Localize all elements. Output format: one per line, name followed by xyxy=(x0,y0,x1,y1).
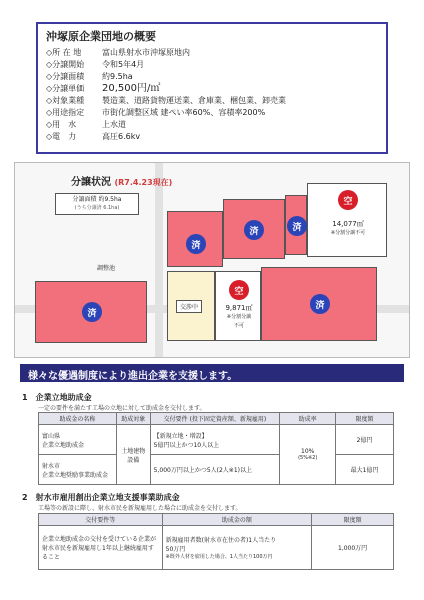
subsidy-rate: 10% (5%※2) xyxy=(280,425,336,485)
lot-area: 14,077㎡ xyxy=(332,220,364,228)
overview-row-area: ◇分譲面積 約9.5ha xyxy=(46,72,133,81)
table-row: 企業立地助成金の交付を受けている企業が射水市民を新規雇用し1年以上継続雇用すること 新規雇用者数(射水市在住の者)1人当たり 50万円 ※既外人材を雇用した場合、1人当たり100万円 1,000万円 xyxy=(39,526,394,570)
lot-sold xyxy=(35,281,147,343)
lot-sold xyxy=(167,211,223,267)
table-row: 射水市 企業立地奨励事業助成金 5,000万円以上かつ5人(2人※1)以上 最大1億円 xyxy=(39,455,394,485)
overview-row-start: ◇分譲開始 令和5年4月 xyxy=(46,60,145,69)
subsidy-target: 土地建物設備 xyxy=(116,425,150,485)
section1-subtitle: 一定の要件を満たす工場の立地に対して助成金を交付します。 xyxy=(38,405,206,412)
pond-label: 調整池 xyxy=(97,265,116,272)
road xyxy=(155,163,163,358)
sold-badge: 済 xyxy=(287,216,307,236)
table-row: 富山県 企業立地助成金 土地建物設備 【新規立地・増設】 5億円以上かつ10人以上 10% (5%※2) 2億円 xyxy=(39,425,394,455)
section1-title: 1 企業立地助成金 xyxy=(22,393,92,402)
sold-badge: 済 xyxy=(82,302,102,322)
lot-sold xyxy=(261,267,377,341)
sold-badge: 済 xyxy=(186,234,206,254)
overview-row-zoning: ◇用途指定 市街化調整区域 建ぺい率60%、容積率200% xyxy=(46,108,266,117)
overview-row-power: ◇電 力 高圧6.6kv xyxy=(46,132,141,141)
overview-row-industry: ◇対象業種 製造業、道路貨物運送業、倉庫業、梱包業、卸売業 xyxy=(46,96,286,105)
lot-note: ※分割分譲不可 xyxy=(330,230,366,236)
map-date: (R7.4.23現在) xyxy=(114,178,173,187)
available-badge: 空 xyxy=(229,280,249,300)
lot-available xyxy=(307,183,387,257)
lot-area: 9,871㎡ xyxy=(225,304,253,312)
subsidy-table-1: 助成金の名称 助成対象 交付要件 (投下固定資産額、新規雇用) 助成率 限度額 富山県 企業立地助成金 土地建物設備 【新規立地・増設】 5億円以上かつ10人以上 10% (5%※2) 2億円 射水市 企業立地奨励事業助成金 5,000万円以上かつ5人(2人※1)以上 最大1億円 xyxy=(38,412,394,485)
sold-badge: 済 xyxy=(310,294,330,314)
overview-row-water: ◇用 水 上水道 xyxy=(46,120,126,129)
lot-note: ※分割分譲 xyxy=(226,314,252,320)
support-banner: 様々な優遇制度により進出企業を支援します。 xyxy=(20,364,404,382)
map-title: 分譲状況 (R7.4.23現在) xyxy=(71,177,173,188)
overview-box xyxy=(36,22,388,154)
lot-sold xyxy=(285,195,307,255)
lot-sold xyxy=(223,199,285,259)
overview-row-price: ◇分譲単価 20,500円/㎡ xyxy=(46,83,161,94)
section2-subtitle: 工場等の新設に際し、射水市民を新規雇用した場合に助成金を交付します。 xyxy=(38,505,242,512)
sold-badge: 済 xyxy=(244,220,264,240)
section2-title: 2 射水市雇用創出企業立地支援事業助成金 xyxy=(22,493,180,502)
lot-map xyxy=(14,162,410,358)
lot-available: 空 9,871㎡ ※分割分譲 不可 xyxy=(215,271,261,341)
lot-negotiating xyxy=(167,271,215,341)
available-badge: 空 xyxy=(338,190,358,210)
negotiating-label: 交渉中 xyxy=(176,300,202,313)
overview-title: 沖塚原企業団地の概要 xyxy=(46,30,156,43)
subsidy-table-2: 交付要件等 助成金の額 限度額 企業立地助成金の交付を受けている企業が射水市民を新規雇用し1年以上継続雇用すること 新規雇用者数(射水市在住の者)1人当たり 50万円 ※既外人材を雇用した場合、1人当たり100万円 1,000万円 xyxy=(38,513,394,570)
area-note: 分譲面積 約9.5ha (うち分譲済 6.1ha) xyxy=(55,193,139,215)
overview-row-location: ◇所 在 地 富山県射水市沖塚原地内 xyxy=(46,48,190,57)
